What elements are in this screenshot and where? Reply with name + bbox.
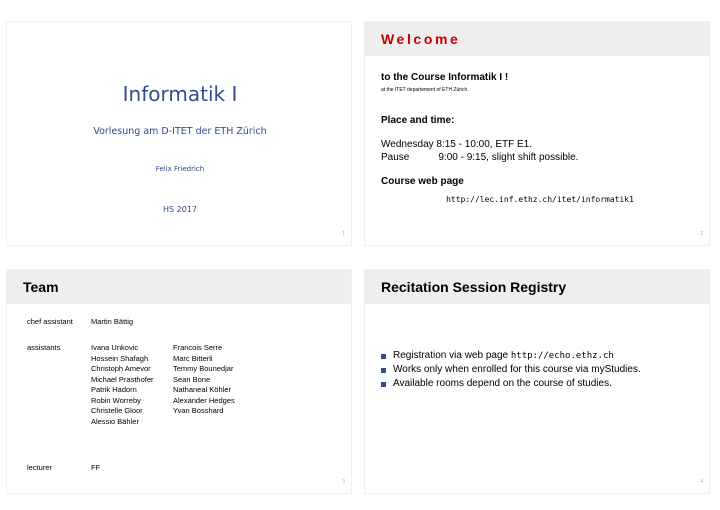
lecturer-role-label: lecturer <box>27 463 53 472</box>
place-time-heading: Place and time: <box>381 115 455 126</box>
intro-small-text: at the ITET departement of ETH Zürich. <box>381 87 469 93</box>
page-number: 1 <box>342 231 345 237</box>
slide-recitation <box>364 269 710 494</box>
assistants-role-label: assistants <box>27 343 61 352</box>
welcome-body <box>381 72 699 204</box>
assistant-name: Michael Prasthofer <box>91 374 154 384</box>
bullet-item <box>381 377 701 391</box>
assistant-name: Ivana Unkovic <box>91 343 139 352</box>
schedule-line: Wednesday 8:15 - 10:00, ETF E1. <box>381 139 533 150</box>
frame-header: Team <box>7 270 351 304</box>
pause-label: Pause <box>381 152 410 163</box>
assistant-name: Christelle Gloor <box>91 406 143 415</box>
assistant-name: Alexander Hedges <box>173 395 235 405</box>
chef-role-label: chef assistant <box>27 317 73 326</box>
semester-date: HS 2017 <box>163 205 197 214</box>
bullet-item <box>381 349 701 363</box>
bullet-text: Registration via web page <box>393 350 509 361</box>
assistant-name: Francois Serre <box>173 343 223 352</box>
web-heading: Course web page <box>381 176 464 187</box>
assistant-name: Christoph Amevor <box>91 364 151 373</box>
assistant-name: Alessio Bähler <box>91 416 139 426</box>
assistants-column-1 <box>91 343 154 427</box>
assistant-name: Yvan Bosshard <box>173 406 224 415</box>
assistants-column-2 <box>173 343 235 417</box>
frame-header <box>365 22 709 56</box>
lecturer-name: FF <box>91 463 101 472</box>
assistant-name: Robin Worreby <box>91 395 141 405</box>
registration-url-link[interactable]: http://echo.ethz.ch <box>510 351 614 361</box>
bullet-item <box>381 363 701 377</box>
intro-heading: to the Course Informatik I ! <box>381 72 509 83</box>
page-number: 3 <box>342 479 345 485</box>
slide-title <box>6 21 352 246</box>
assistant-name: Marc Bitterli <box>173 353 213 363</box>
course-title: Informatik I <box>122 82 238 106</box>
course-subtitle: Vorlesung am D-ITET der ETH Zürich <box>93 126 267 137</box>
bullet-text: Works only when enrolled for this course via myStudies. <box>393 364 641 375</box>
frame-header: Recitation Session Registry <box>365 270 709 304</box>
assistant-name: Patrik Hadorn <box>91 385 137 394</box>
pause-text: 9:00 - 9:15, slight shift possible. <box>438 152 579 163</box>
slide-team <box>6 269 352 494</box>
pause-line <box>381 151 699 164</box>
course-url-link[interactable]: http://lec.inf.ethz.ch/itet/informatik1 <box>446 195 634 204</box>
chef-name: Martin Bättig <box>91 317 134 326</box>
slide-welcome <box>364 21 710 246</box>
author-name: Felix Friedrich <box>155 165 205 173</box>
welcome-heading: Welcome <box>381 31 461 47</box>
assistant-name: Nathaneal Köhler <box>173 385 231 394</box>
bullet-list <box>381 349 701 391</box>
assistant-name: Temmy Bounedjar <box>173 364 234 373</box>
assistant-name: Sean Bone <box>173 374 211 384</box>
bullet-text: Available rooms depend on the course of studies. <box>393 378 612 389</box>
page-number: 2 <box>700 231 703 237</box>
assistant-name: Hossein Shafagh <box>91 353 149 363</box>
page-number: 4 <box>700 479 703 485</box>
